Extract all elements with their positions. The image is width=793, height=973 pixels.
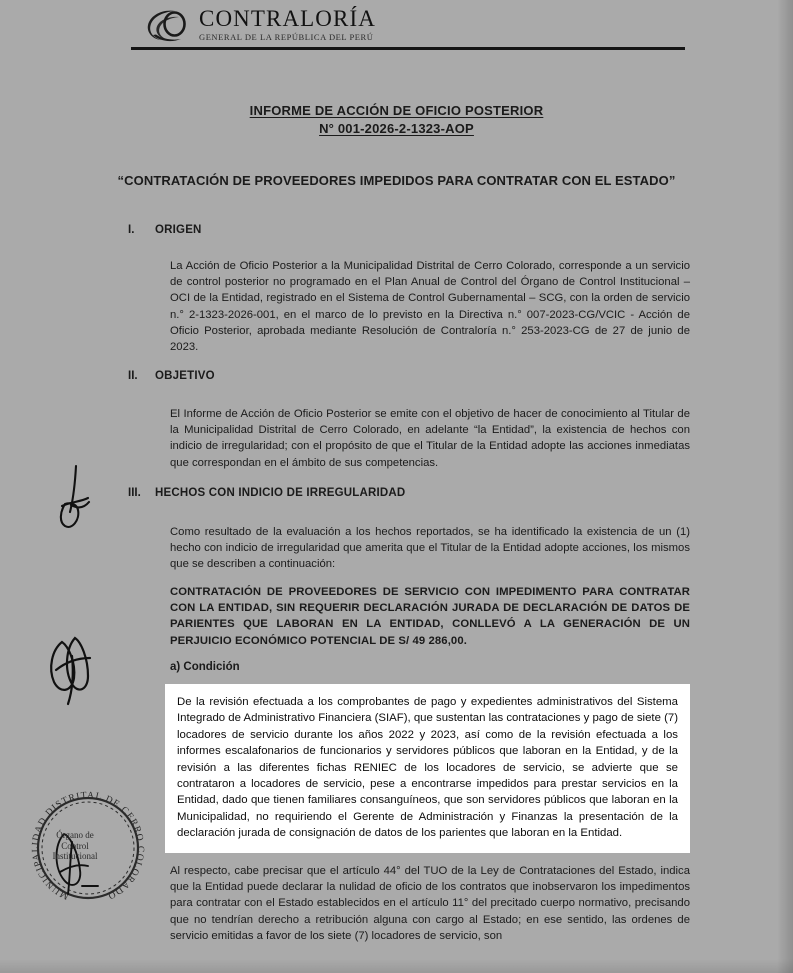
header-divider xyxy=(131,47,685,50)
section-origen-title: ORIGEN xyxy=(155,224,202,236)
section-objetivo-paragraph: El Informe de Acción de Oficio Posterior se emite con el objetivo de hacer de conocimiento al Titular de la Municipalidad Distrital de Cerro Colorado, en adelante “la Entidad”, la existencia de hechos con indicio de irregularidad; con el propósito de que el Titular de la Entidad adopte las acciones inmediatas que correspondan en el ámbito de sus competencias. xyxy=(170,408,690,469)
finding-statement-block xyxy=(128,584,690,649)
seal-inner-line3: Institucional xyxy=(52,851,98,861)
handwritten-initial-rubric-icon xyxy=(48,462,118,552)
handwritten-signature-rubric-icon xyxy=(42,596,122,706)
section-origen-number: I. xyxy=(128,224,135,236)
scan-edge-right xyxy=(777,0,793,973)
seal-inner-text xyxy=(38,830,112,862)
document-title-line2: N° 001-2026-2-1323-AOP xyxy=(319,121,474,136)
document-title-line1: INFORME DE ACCIÓN DE OFICIO POSTERIOR xyxy=(249,103,544,118)
section-hechos-title: HECHOS CON INDICIO DE IRREGULARIDAD xyxy=(155,487,406,499)
section-objetivo-heading xyxy=(128,370,690,388)
closing-paragraph-block xyxy=(128,863,690,944)
letterhead-text xyxy=(199,6,559,43)
section-objetivo-number: II. xyxy=(128,370,138,382)
section-origen-heading xyxy=(128,224,690,242)
condition-heading-block xyxy=(128,661,690,673)
letterhead xyxy=(143,6,563,46)
section-hechos-paragraph: Como resultado de la evaluación a los hechos reportados, se ha identificado la existencia de un (1) hecho con indicio de irregularidad que amerita que el Titular de la Entidad adopte acciones, los mismos que se describen a continuación: xyxy=(170,526,690,571)
section-origen-paragraph: La Acción de Oficio Posterior a la Municipalidad Distrital de Cerro Colorado, corresponde a un servicio de control posterior no programado en el Plan Anual de Control del Órgano de Control Institucional – OCI de la Entidad, registrado en el Sistema de Control Gubernamental – SCG, con la orden de servicio n.° 2-1323-2026-001, en el marco de lo previsto en la Directiva n.° 007-2023-CG/VCIC - Acción de Oficio Posterior, aprobada mediante Resolución de Contraloría n.° 253-2023-CG de 27 de junio de 2023. xyxy=(170,260,690,354)
section-objetivo xyxy=(128,370,690,471)
svg-text:MUNICIPALIDAD DISTRITAL DE CER: MUNICIPALIDAD DISTRITAL DE CERRO COLORADO xyxy=(30,790,146,901)
finding-statement: CONTRATACIÓN DE PROVEEDORES DE SERVICIO CON IMPEDIMENTO PARA CONTRATAR CON LA ENTIDAD, SIN REQUERIR DECLARACIÓN JURADA DE DECLARACIÓN DE DATOS DE PARIENTES QUE LABORAN EN LA ENTIDAD, CONLLEVÓ A LA GENERACIÓN DE UN PERJUICIO ECONÓMICO POTENCIAL DE S/ 49 286,00. xyxy=(170,586,690,647)
document-title xyxy=(0,102,793,138)
seal-inner-line2: Control xyxy=(61,840,89,851)
closing-paragraph: Al respecto, cabe precisar que el artículo 44° del TUO de la Ley de Contrataciones del Estado, indica que la Entidad puede declarar la nulidad de oficio de los contratos que inobservaron los impedimentos para contratar con el Estado establecidos en el artículo 11° del precitado cuerpo normativo, precisando que no tendrían derecho a retribución alguna con cargo al Estado; en ese sentido, las ordenes de servicio emitidas a favor de los siete (7) locadores de servicio, son xyxy=(170,865,690,942)
condition-highlighted-text: De la revisión efectuada a los comprobantes de pago y expedientes administrativos del Sistema Integrado de Administrativo Financiera (SIAF), que sustentan las contrataciones y pago de siete (7) locadores de servicio durante los años 2022 y 2023, así como de la revisión efectuada a los informes escalafonarios de funcionarios y servidores públicos que laboran en la Entidad, y de la revisión a las diferentes fichas RENIEC de los locadores de servicio, se advierte que se contrataron a locadores de servicio, pese a encontrarse impedidos para prestar servicios en la Entidad, dado que tienen familiares consanguíneos, que son servidores públicos que laboran en la Municipalidad, no requiriendo el Gerente de Administración y Finanzas la presentación de la declaración jurada de consignación de datos de los parientes que laboran en la Entidad. xyxy=(177,696,678,840)
scan-edge-bottom xyxy=(0,959,793,973)
section-origen xyxy=(128,224,690,355)
section-hechos-number: III. xyxy=(128,487,141,499)
condition-highlight-box xyxy=(165,684,690,853)
org-subtitle: GENERAL DE LA REPÚBLICA DEL PERÚ xyxy=(199,32,374,42)
section-hechos xyxy=(128,487,690,573)
org-name: CONTRALORÍA xyxy=(199,6,376,31)
contraloria-swoosh-logo-icon xyxy=(143,8,195,44)
section-hechos-heading xyxy=(128,487,690,505)
condition-label: a) Condición xyxy=(170,661,240,673)
section-objetivo-title: OBJETIVO xyxy=(155,370,215,382)
seal-inner-line1: Órgano de xyxy=(56,830,94,840)
document-subtitle: “CONTRATACIÓN DE PROVEEDORES IMPEDIDOS PARA CONTRATAR CON EL ESTADO” xyxy=(117,173,676,188)
